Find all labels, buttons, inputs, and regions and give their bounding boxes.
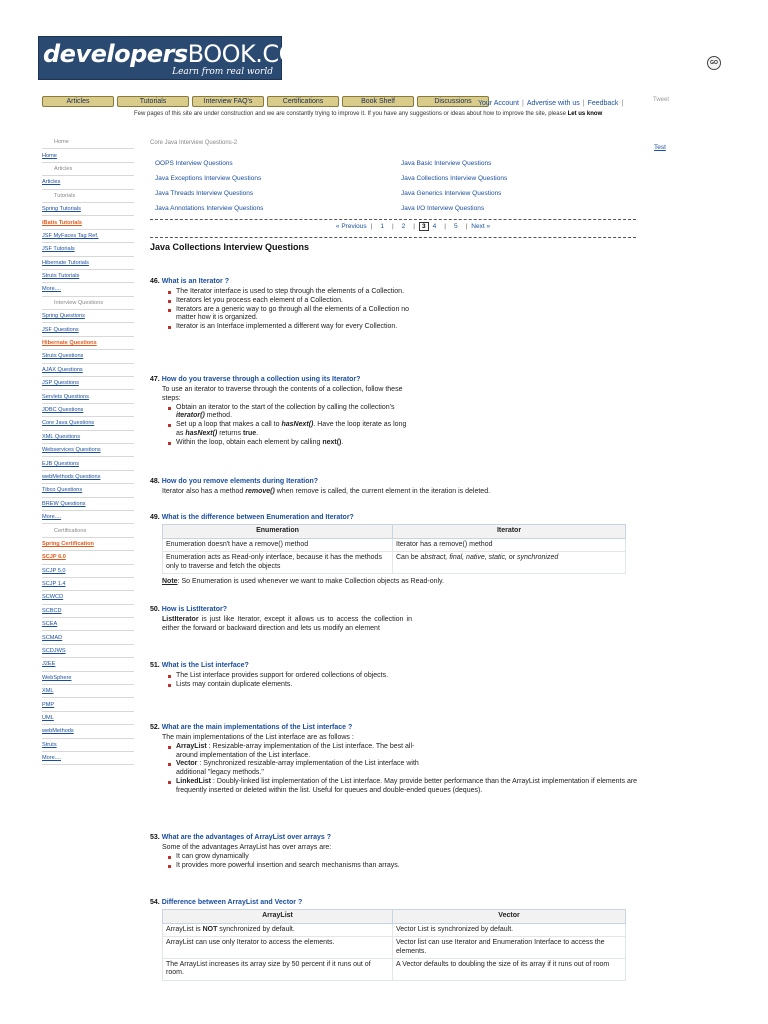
- answer-text: Iterator also has a method: [162, 488, 246, 495]
- sidebar-link[interactable]: iBatis Tutorials: [42, 216, 134, 229]
- sidebar-link[interactable]: Home: [42, 149, 134, 162]
- sidebar-link[interactable]: JSP Questions: [42, 377, 134, 390]
- main-content: [150, 140, 638, 977]
- question-number: 47.: [150, 376, 160, 383]
- breadcrumb: Core Java Interview Questions-2: [150, 140, 238, 146]
- table-cell: Vector List is synchronized by default.: [393, 923, 626, 936]
- cell-strong: NOT: [202, 925, 218, 933]
- sidebar-link[interactable]: Tibco Questions: [42, 484, 134, 497]
- table-cell: The ArrayList increases its array size by 50 percent if it runs out of room.: [163, 959, 393, 981]
- list-item: The Iterator interface is used to step through the elements of a Collection.: [176, 288, 412, 297]
- sidebar-link[interactable]: JDBC Questions: [42, 404, 134, 417]
- pager-page-2[interactable]: 2: [401, 223, 406, 230]
- table-cell: ArrayList can use only Iterator to access the elements.: [163, 937, 393, 959]
- pager-next[interactable]: Next »: [471, 223, 491, 230]
- account-links: Your Account | Advertise with us | Feedback |: [478, 100, 624, 107]
- sidebar-link[interactable]: SCEA: [42, 618, 134, 631]
- site-logo[interactable]: [38, 36, 318, 80]
- question-number: 49.: [150, 514, 160, 521]
- table-header-row: [163, 525, 626, 539]
- brand-part-a: developers: [43, 40, 188, 68]
- question-46: [150, 278, 636, 332]
- list-item: The List interface provides support for ordered collections of objects.: [176, 672, 412, 681]
- sidebar-link[interactable]: Articles: [42, 176, 134, 189]
- nav-tab-certifications[interactable]: Certifications: [267, 96, 339, 107]
- code-term: remove(): [245, 488, 275, 495]
- sidebar-link[interactable]: SCWCD: [42, 591, 134, 604]
- answer-intro: To use an iterator to traverse through the contents of a collection, follow these steps:: [162, 386, 403, 402]
- list-item: [176, 760, 426, 778]
- question-title: [150, 478, 636, 485]
- question-text: What is the difference between Enumeration and Iterator?: [161, 514, 354, 521]
- question-number: 51.: [150, 662, 160, 669]
- toc-link[interactable]: Java I/O Interview Questions: [401, 205, 485, 212]
- code-term: hasNext(): [185, 429, 218, 437]
- question-number: 52.: [150, 724, 160, 731]
- list-item: It provides more powerful insertion and search mechanisms than arrays.: [176, 862, 636, 871]
- sidebar-link[interactable]: Struts Tutorials: [42, 270, 134, 283]
- answer: [150, 616, 412, 634]
- sidebar-link[interactable]: Hibernate Questions: [42, 337, 134, 350]
- sidebar-link[interactable]: webMethods Questions: [42, 471, 134, 484]
- code-term: iterator(): [176, 412, 205, 420]
- sidebar-link[interactable]: SCJP 6.0: [42, 551, 134, 564]
- pager-current-page: 3: [419, 222, 429, 231]
- answer: [150, 524, 636, 587]
- table-cell: A Vector defaults to doubling the size of its array if it runs out of room: [393, 959, 626, 981]
- feedback-link[interactable]: Feedback: [587, 100, 619, 107]
- sidebar-link[interactable]: XML: [42, 685, 134, 698]
- table-header-row: [163, 910, 626, 924]
- question-title: [150, 376, 636, 383]
- table-cell: Iterator has a remove() method: [393, 538, 626, 551]
- table-cell: [163, 923, 393, 936]
- term: ArrayList: [176, 742, 207, 750]
- list-item: [176, 439, 412, 448]
- answer: [150, 909, 636, 981]
- section-title: Java Collections Interview Questions: [150, 242, 310, 252]
- advertise-link[interactable]: Advertise with us: [526, 100, 580, 107]
- sidebar-section-header: Articles: [42, 163, 134, 176]
- question-54: [150, 899, 636, 981]
- answer-text: when remove is called, the current element in the iteration is deleted.: [274, 488, 491, 495]
- tweet-button[interactable]: Tweet: [653, 97, 670, 103]
- list-item: Iterators are a generic way to go through all the elements of a Collection no matter how it is organized.: [176, 306, 412, 324]
- question-text: How do you remove elements during Iteration?: [161, 478, 319, 485]
- notice-text: Few pages of this site are under construction and we are constantly trying to improve it. If you have any suggestions or ideas about how to improve the site, please: [134, 111, 568, 117]
- sidebar-link[interactable]: More....: [42, 511, 134, 524]
- note-text: : So Enumeration is used whenever we want to make Collection objects as Read-only.: [177, 578, 444, 586]
- table-cell: Enumeration acts as Read-only interface, because it has the methods only to traverse and fetch the objects: [163, 552, 393, 574]
- sidebar-link[interactable]: Spring Certification: [42, 538, 134, 551]
- list-item: Iterators let you process each element of a Collection.: [176, 297, 412, 306]
- sidebar-link[interactable]: JSF Questions: [42, 323, 134, 336]
- toc-link[interactable]: Java Basic Interview Questions: [401, 160, 492, 167]
- list-item: [176, 743, 426, 761]
- note-label: Note: [162, 578, 178, 586]
- sidebar-link[interactable]: JSF Tutorials: [42, 243, 134, 256]
- answer: [150, 844, 636, 870]
- question-text: What is an Iterator ?: [161, 278, 229, 285]
- question-title: [150, 834, 636, 841]
- nav-tab-articles[interactable]: Articles: [42, 96, 114, 107]
- pager-page-1[interactable]: 1: [380, 223, 384, 230]
- question-52: [150, 724, 636, 796]
- question-text: Difference between ArrayList and Vector ?: [161, 899, 303, 906]
- column-header: ArrayList: [163, 910, 393, 924]
- toc-link[interactable]: Java Threads Interview Questions: [155, 190, 254, 197]
- sidebar-link[interactable]: Servlets Questions: [42, 390, 134, 403]
- question-text: What are the advantages of ArrayList over arrays ?: [161, 834, 332, 841]
- item-text: returns: [217, 429, 243, 437]
- main-nav: [42, 96, 489, 107]
- question-number: 50.: [150, 606, 160, 613]
- table-cell: Vector list can use Iterator and Enumeration Interface to access the elements.: [393, 937, 626, 959]
- sidebar-link[interactable]: SCMAD: [42, 631, 134, 644]
- question-50: [150, 606, 636, 634]
- sidebar-link[interactable]: webMethods: [42, 725, 134, 738]
- question-title: [150, 662, 636, 669]
- table-row: [163, 959, 626, 981]
- cell-text: ArrayList is: [166, 925, 203, 933]
- item-text: .: [341, 438, 344, 446]
- answer-intro: Some of the advantages ArrayList has over arrays are:: [162, 844, 332, 851]
- code-term: true: [242, 429, 257, 437]
- toc-link[interactable]: Java Annotations Interview Questions: [155, 205, 264, 212]
- question-title: [150, 724, 636, 731]
- answer-intro: The main implementations of the List interface are as follows :: [162, 734, 354, 741]
- question-49: [150, 514, 636, 587]
- question-text: What is the List interface?: [161, 662, 249, 669]
- cell-emphasis: synchronized: [517, 554, 559, 562]
- question-51: [150, 662, 636, 690]
- item-text: : Doubly-linked list implementation of the List interface. May provide better performance than the ArrayList implementation if elements are frequently inserted or deleted within the list. Useful for queues and double-ended queues (deques).: [176, 777, 638, 794]
- term: ListIterator: [162, 616, 199, 623]
- question-title: [150, 899, 636, 906]
- sidebar-link[interactable]: Core Java Questions: [42, 417, 134, 430]
- sidebar-link[interactable]: J2EE: [42, 658, 134, 671]
- sidebar-section-header: Home: [42, 136, 134, 149]
- item-text: . Have the loop iterate as long as: [176, 421, 407, 437]
- sidebar-section-header: Interview Questions: [42, 297, 134, 310]
- sidebar-link[interactable]: Struts: [42, 739, 134, 752]
- cell-text: or: [506, 554, 518, 562]
- column-header: Enumeration: [163, 525, 393, 539]
- question-48: [150, 478, 636, 497]
- list-item: [176, 421, 412, 439]
- cell-text: Can be: [396, 554, 421, 562]
- sidebar-link[interactable]: XML Questions: [42, 431, 134, 444]
- item-text: Obtain an iterator to the start of the collection by calling the collection's: [176, 403, 395, 411]
- brand-tagline: Learn from real world: [172, 67, 273, 77]
- answer: [150, 488, 636, 497]
- comparison-table: [162, 524, 626, 574]
- code-term: next(): [322, 438, 342, 446]
- question-text: How is ListIterator?: [161, 606, 228, 613]
- item-text: Set up a loop that makes a call to: [176, 421, 282, 429]
- brand-part-b: BOOK.COM: [187, 40, 318, 68]
- comparison-table: [162, 909, 626, 981]
- column-header: Vector: [393, 910, 626, 924]
- sidebar-link[interactable]: SCJP 5.0: [42, 565, 134, 578]
- cell-emphasis: abstract, final, native, static,: [420, 554, 507, 562]
- nav-tab-tutorials[interactable]: Tutorials: [117, 96, 189, 107]
- question-number: 53.: [150, 834, 160, 841]
- question-53: [150, 834, 636, 870]
- question-number: 48.: [150, 478, 160, 485]
- sidebar-link[interactable]: More....: [42, 283, 134, 296]
- question-number: 46.: [150, 278, 160, 285]
- sidebar-link[interactable]: SCBCD: [42, 605, 134, 618]
- question-text: How do you traverse through a collection using its Iterator?: [161, 376, 361, 383]
- sidebar-link[interactable]: SCDJWS: [42, 645, 134, 658]
- sidebar-link[interactable]: More....: [42, 752, 134, 765]
- toc-link[interactable]: Java Exceptions Interview Questions: [155, 175, 262, 182]
- list-item: [176, 404, 412, 422]
- answer: [150, 672, 412, 690]
- cell-text: synchronized by default.: [217, 925, 295, 933]
- sidebar-link[interactable]: JSF MyFaces Tag Ref.: [42, 230, 134, 243]
- item-text: method.: [204, 412, 233, 420]
- divider: [150, 237, 636, 238]
- item-text: : Resizable-array implementation of the List interface. The best all-around implementation of the List interface.: [176, 742, 415, 759]
- sidebar-link[interactable]: Spring Tutorials: [42, 203, 134, 216]
- question-title: [150, 606, 636, 613]
- item-text: Within the loop, obtain each element by calling: [176, 438, 323, 446]
- sidebar-section-header: Certifications: [42, 524, 134, 537]
- topic-links: [150, 156, 636, 216]
- table-row: [163, 923, 626, 936]
- question-text: What are the main implementations of the List interface ?: [161, 724, 353, 731]
- toc-link[interactable]: Java Generics Interview Questions: [401, 190, 502, 197]
- question-title: [150, 514, 636, 521]
- nav-tab-book-shelf[interactable]: Book Shelf: [342, 96, 414, 107]
- column-header: Iterator: [393, 525, 626, 539]
- let-us-know-link[interactable]: Let us know: [567, 111, 603, 117]
- question-title: [150, 278, 636, 285]
- sidebar-link[interactable]: Hibernate Tutorials: [42, 257, 134, 270]
- nav-tab-discussions[interactable]: Discussions: [417, 96, 489, 107]
- test-link[interactable]: Test: [654, 144, 666, 151]
- code-term: hasNext(): [281, 421, 314, 429]
- sidebar-link[interactable]: EJB Questions: [42, 457, 134, 470]
- table-row: [163, 538, 626, 551]
- pager-page-4[interactable]: 4: [432, 223, 437, 230]
- pagination: « Previous | 1 | 2 | 3 4 | 5 | Next »: [335, 223, 491, 230]
- sidebar-link[interactable]: PMP: [42, 698, 134, 711]
- sidebar-link[interactable]: AJAX Questions: [42, 364, 134, 377]
- table-cell: [393, 552, 626, 574]
- sidebar-link[interactable]: Spring Questions: [42, 310, 134, 323]
- answer: [150, 386, 412, 448]
- item-text: .: [256, 429, 259, 437]
- answer: [150, 288, 412, 332]
- nav-tab-interview-faqs[interactable]: Interview FAQ's: [192, 96, 264, 107]
- list-item: Iterator is an Interface implemented a different way for every Collection.: [176, 323, 412, 332]
- table-row: [163, 552, 626, 574]
- term: Vector: [176, 760, 198, 768]
- your-account-link[interactable]: Your Account: [478, 100, 519, 107]
- go-button[interactable]: GO: [707, 56, 721, 70]
- term: LinkedList: [176, 777, 212, 785]
- sidebar-link[interactable]: UML: [42, 712, 134, 725]
- table-cell: Enumeration doesn't have a remove() method: [163, 538, 393, 551]
- sidebar-link[interactable]: BREW Questions: [42, 498, 134, 511]
- list-item: Lists may contain duplicate elements.: [176, 681, 412, 690]
- item-text: : Synchronized resizable-array implementation of the List interface with additional "legacy methods.": [176, 760, 419, 777]
- toc-link[interactable]: OOPS Interview Questions: [155, 160, 233, 167]
- sidebar-link[interactable]: Struts Questions: [42, 350, 134, 363]
- list-item: [176, 778, 646, 796]
- answer-text: is just like Iterator, except it allows us to access the collection in either the forward or backward direction and lets us modify an element: [162, 616, 412, 632]
- sidebar-link[interactable]: Webservices Questions: [42, 444, 134, 457]
- sidebar-link[interactable]: SCJP 1.4: [42, 578, 134, 591]
- question-47: [150, 376, 636, 448]
- answer: [150, 734, 636, 796]
- sidebar-section-header: Tutorials: [42, 190, 134, 203]
- question-number: 54.: [150, 899, 160, 906]
- list-item: It can grow dynamically: [176, 853, 636, 862]
- note: [162, 578, 636, 587]
- pager-page-5[interactable]: 5: [453, 223, 458, 230]
- brand-name: [43, 40, 317, 68]
- sidebar-link[interactable]: WebSphere: [42, 672, 134, 685]
- site-notice: [134, 111, 602, 117]
- sidebar: [42, 136, 134, 765]
- table-row: [163, 937, 626, 959]
- pager-previous[interactable]: « Previous: [335, 223, 367, 230]
- toc-link[interactable]: Java Collections Interview Questions: [401, 175, 508, 182]
